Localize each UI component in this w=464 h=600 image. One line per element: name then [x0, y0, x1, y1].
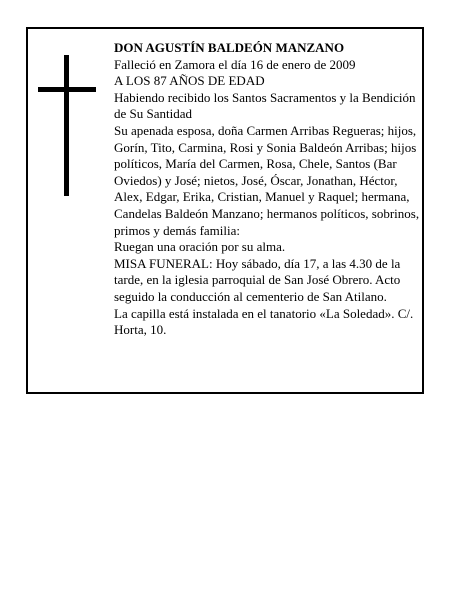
- age-line: A LOS 87 AÑOS DE EDAD: [114, 73, 265, 89]
- prayer-request: Ruegan una oración por su alma.: [114, 239, 286, 255]
- funeral-mass-info: MISA FUNERAL: Hoy sábado, día 17, a las 4.30 de la tarde, en la iglesia parroquial de San José Obrero. Acto seguido la conducción al cementerio de San Atilano.: [114, 255, 401, 304]
- cross-horizontal-bar: [38, 87, 96, 92]
- obituary-text: [114, 40, 420, 339]
- deceased-name: DON AGUSTÍN BALDEÓN MANZANO: [114, 40, 345, 55]
- family-list: Su apenada esposa, doña Carmen Arribas Regueras; hijos, Gorín, Tito, Carmina, Rosi y Sonia Baldeón Arribas; hijos políticos, María del Carmen, Rosa, Chele, Santos (Bar Oviedos) y José; nietos, José, Óscar, Jonathan, Héctor, Alex, Edgar, Erika, Cristian, Manuel y Raquel; hermana, Candelas Baldeón Manzano; hermanos políticos, sobrinos, primos y demás familia:: [114, 122, 420, 238]
- death-date-line: Falleció en Zamora el día 16 de enero de 2009: [114, 56, 356, 72]
- chapel-info: La capilla está instalada en el tanatorio «La Soledad». C/. Horta, 10.: [114, 305, 414, 338]
- sacraments-line: Habiendo recibido los Santos Sacramentos y la Bendición de Su Santidad: [114, 89, 416, 122]
- cross-vertical-bar: [64, 55, 69, 196]
